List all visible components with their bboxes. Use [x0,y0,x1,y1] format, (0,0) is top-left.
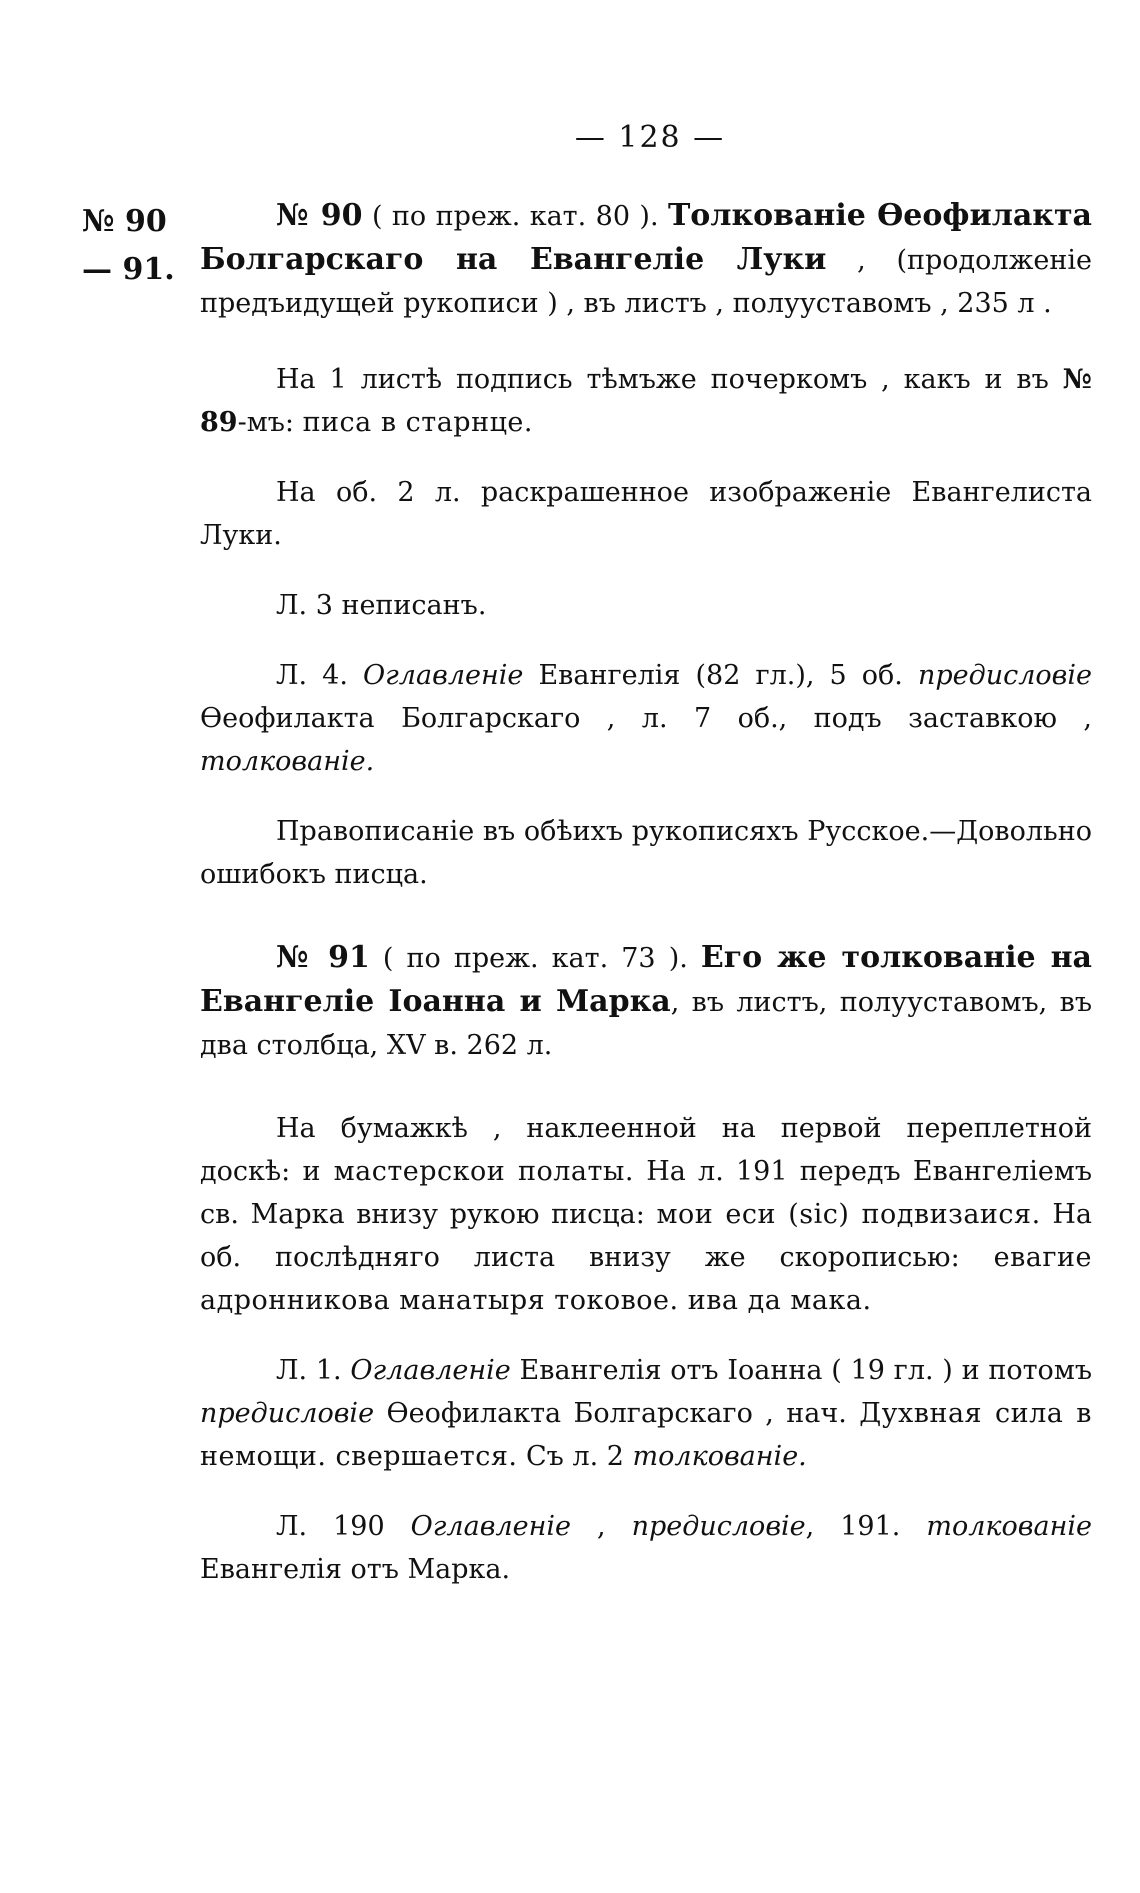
entry-91-para-1 [200,1107,1092,1322]
entry-91-p3-text-d: Евангелія отъ Марка. [200,1554,511,1585]
entry-90-heading [200,194,1092,325]
entry-91-p3-italic-3: толкованіе [926,1511,1092,1542]
entry-91-p3-text-c: , 191. [805,1511,927,1542]
entry-91-p2-italic-1: Оглавленіе [350,1355,511,1386]
margin-note [82,198,192,294]
page-body [200,194,1092,1591]
entry-90-title: Толкованіе Ѳеофилакта Болгарскаго на Евангеліе Луки [200,198,1092,277]
entry-91-para-3 [200,1505,1092,1591]
entry-91-para-2 [200,1349,1092,1478]
entry-90-p4-text-a: Л. 4. [276,660,364,691]
entry-91-title: Его же толкованіе на Евангеліе Іоанна и Марка [200,940,1092,1019]
entry-91-p3-italic-1: Оглавленіе [410,1511,572,1542]
entry-90-p4-italic-2: предисловіе [917,660,1092,691]
entry-91-p1-slavonic-1: и мастерскои полаты. [302,1156,635,1187]
entry-91-number: № 91 [276,940,370,975]
entry-90-para-1 [200,358,1092,444]
margin-note-line-1: № 90 [82,204,167,239]
page-number: — 128 — [574,120,726,155]
entry-90-number: № 90 [276,198,363,233]
entry-91-p1-text-a: На бумажкѣ , наклеенной на первой переплетной доскѣ: [200,1113,1092,1187]
entry-91-p1-slavonic-3: евагие адронникова манатыря токовое. ива да мака. [200,1242,1092,1316]
entry-91-heading [200,936,1092,1067]
entry-91-p3-text-b: , [571,1511,632,1542]
entry-91-desc: , въ листъ, полууставомъ, въ два столбца, XV в. 262 л. [200,987,1092,1061]
entry-90-para-4 [200,654,1092,783]
entry-91-p2-italic-2: предисловіе [200,1398,375,1429]
entry-91-p1-slavonic-2: мои еси (sic) подвизаися. [656,1199,1041,1230]
entry-91-p1-text-c: На об. послѣдняго листа внизу же скорописью: [200,1199,1092,1273]
entry-90-p4-italic-1: Оглавленіе [363,660,524,691]
entry-90-desc: , (продолженіе предъидущей рукописи ) , въ листъ , полууставомъ , 235 л . [200,245,1093,319]
entry-90-p1-text-b: -мъ: [237,407,303,438]
entry-91-p2-slavonic: Духвная сила в немощи. свершается. [200,1398,1092,1472]
entry-90-p1-ref: № 89 [200,364,1092,438]
entry-91-p3-text-a: Л. 190 [276,1511,411,1542]
entry-91-p3-italic-2: предисловіе [631,1511,806,1542]
entry-91-prev-cat: ( по преж. кат. 73 ). [369,943,701,974]
entry-90-p1-text-a: На 1 листѣ подпись тѣмъже почеркомъ , какъ и въ [276,364,1063,395]
entry-91-p2-italic-3: толкованіе. [632,1441,807,1472]
entry-90-p4-text-c: Ѳеофилакта Болгарскаго , л. 7 об., подъ заставкою , [200,703,1092,734]
entry-90-para-5: Правописаніе въ обѣихъ рукописяхъ Русское.—Довольно ошибокъ писца. [200,816,1092,890]
entry-91-p2-text-b: Евангелія отъ Іоанна ( 19 гл. ) и потомъ [510,1355,1092,1386]
entry-90-p4-italic-3: толкованіе. [200,746,375,777]
margin-note-line-2: — 91. [82,252,175,287]
entry-90-p1-slavonic: писа в старнце. [302,407,533,438]
entry-91-p2-text-d: Съ л. 2 [517,1441,633,1472]
entry-90-para-3: Л. 3 неписанъ. [276,590,487,621]
entry-91-p2-text-a: Л. 1. [276,1355,351,1386]
entry-91-p2-text-c: Ѳеофилакта Болгарскаго , нач. [374,1398,860,1429]
entry-90-para-2: На об. 2 л. раскрашенное изображеніе Евангелиста Луки. [200,477,1092,551]
entry-91-p1-text-b: На л. 191 передъ Евангеліемъ св. Марка внизу рукою писца: [200,1156,1092,1230]
entry-90-p4-text-b: Евангелія (82 гл.), 5 об. [523,660,918,691]
entry-90-prev-cat: ( по преж. кат. 80 ). [362,201,668,232]
